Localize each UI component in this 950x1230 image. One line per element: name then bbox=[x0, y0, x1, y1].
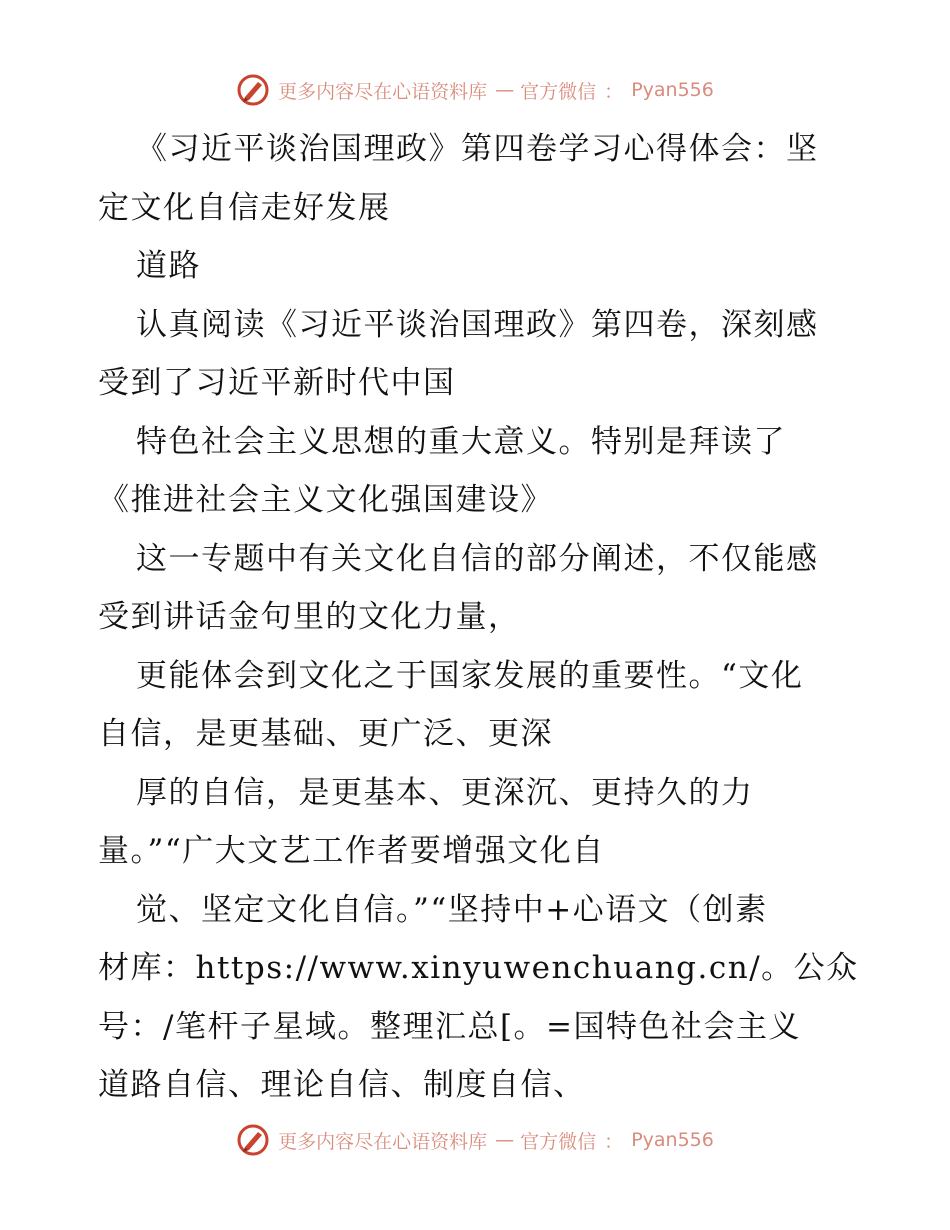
body-line: 量。”“广大文艺工作者要增强文化自 bbox=[98, 833, 605, 869]
watermark-label: 官方微信 bbox=[520, 80, 597, 103]
watermark-text: 更多内容尽在心语资料库 bbox=[278, 1130, 488, 1153]
watermark-wechat-id: Pyan556 bbox=[631, 1129, 714, 1151]
body-line: 受到讲话金句里的文化力量， bbox=[98, 599, 521, 635]
watermark-dash: — bbox=[495, 1129, 513, 1151]
body-line: 受到了习近平新时代中国 bbox=[98, 365, 456, 401]
body-line: 更能体会到文化之于国家发展的重要性。“文化 bbox=[136, 657, 804, 694]
body-line: 自信，是更基础、更广泛、更深 bbox=[98, 716, 553, 752]
footer-watermark bbox=[0, 1120, 950, 1160]
body-line: 材库：https://www.xinyuwenchuang.cn/。公众 bbox=[98, 950, 859, 986]
watermark-text: 更多内容尽在心语资料库 bbox=[278, 80, 488, 103]
watermark-separator: ： bbox=[604, 80, 624, 103]
body-line: 厚的自信，是更基本、更深沉、更持久的力 bbox=[136, 774, 754, 811]
title-line-2: 定文化自信走好发展 bbox=[98, 189, 391, 226]
body-line: 《推进社会主义文化强国建设》 bbox=[98, 482, 553, 518]
watermark-wechat-id: Pyan556 bbox=[631, 79, 714, 101]
pen-logo-icon bbox=[236, 73, 270, 107]
body-line: 觉、坚定文化自信。”“坚持中+心语文（创素 bbox=[136, 891, 768, 928]
pen-logo-icon bbox=[236, 1123, 270, 1157]
title-line-1: 《习近平谈治国理政》第四卷学习心得体会：坚 bbox=[136, 131, 819, 167]
body-line: 号：/笔杆子星域。整理汇总[。=国特色社会主义 bbox=[98, 1008, 802, 1045]
watermark-label: 官方微信 bbox=[520, 1130, 597, 1153]
document-body bbox=[98, 120, 858, 1115]
body-line: 道路自信、理论自信、制度自信、 bbox=[98, 1067, 586, 1103]
watermark-separator: ： bbox=[604, 1130, 624, 1153]
body-line: 道路 bbox=[136, 248, 201, 284]
body-line: 特色社会主义思想的重大意义。特别是拜读了 bbox=[136, 423, 786, 460]
body-line: 这一专题中有关文化自信的部分阐述，不仅能感 bbox=[136, 540, 819, 577]
body-line: 认真阅读《习近平谈治国理政》第四卷，深刻感 bbox=[136, 306, 819, 343]
watermark-dash: — bbox=[495, 79, 513, 101]
header-watermark bbox=[0, 70, 950, 110]
